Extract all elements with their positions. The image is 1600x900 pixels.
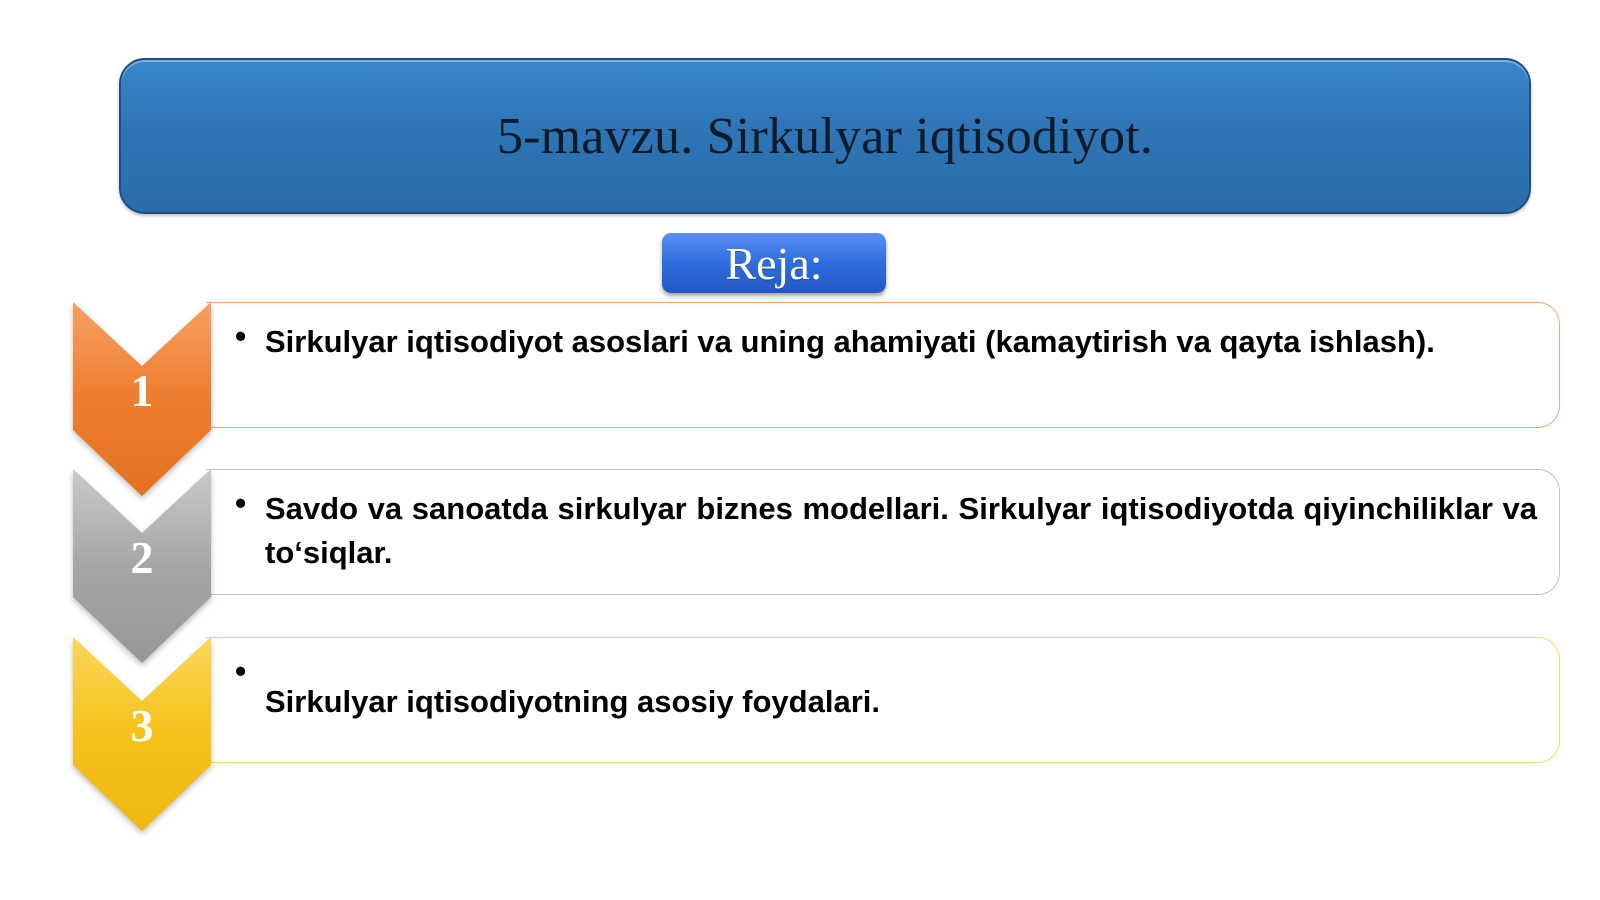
plan-heading: Reja: (725, 237, 823, 289)
plan-item-box (206, 469, 1560, 595)
plan-item-text: Sirkulyar iqtisodiyot asoslari va uning ahamiyati (kamaytirish va qayta ishlash). (265, 324, 1435, 359)
plan-item-box (206, 637, 1560, 763)
plan-heading-badge (662, 233, 886, 293)
item-number: 3 (130, 700, 154, 751)
bullet-marker: • (235, 653, 247, 689)
plan-item-text: Sirkulyar iqtisodiyotning asosiy foydalari. (265, 684, 880, 719)
plan-item-text: Savdo va sanoatda sirkulyar biznes modellari. Sirkulyar iqtisodiyotda qiyinchiliklar va to‘siqlar. (265, 491, 1537, 570)
title-banner (119, 58, 1531, 214)
plan-item-box (206, 302, 1560, 428)
slide-title: 5-mavzu. Sirkulyar iqtisodiyot. (496, 107, 1154, 165)
item-number: 2 (130, 532, 154, 583)
plan-item-3 (0, 637, 1600, 837)
bullet-marker: • (235, 318, 247, 354)
item-number: 1 (130, 365, 154, 416)
bullet-marker: • (235, 485, 247, 521)
